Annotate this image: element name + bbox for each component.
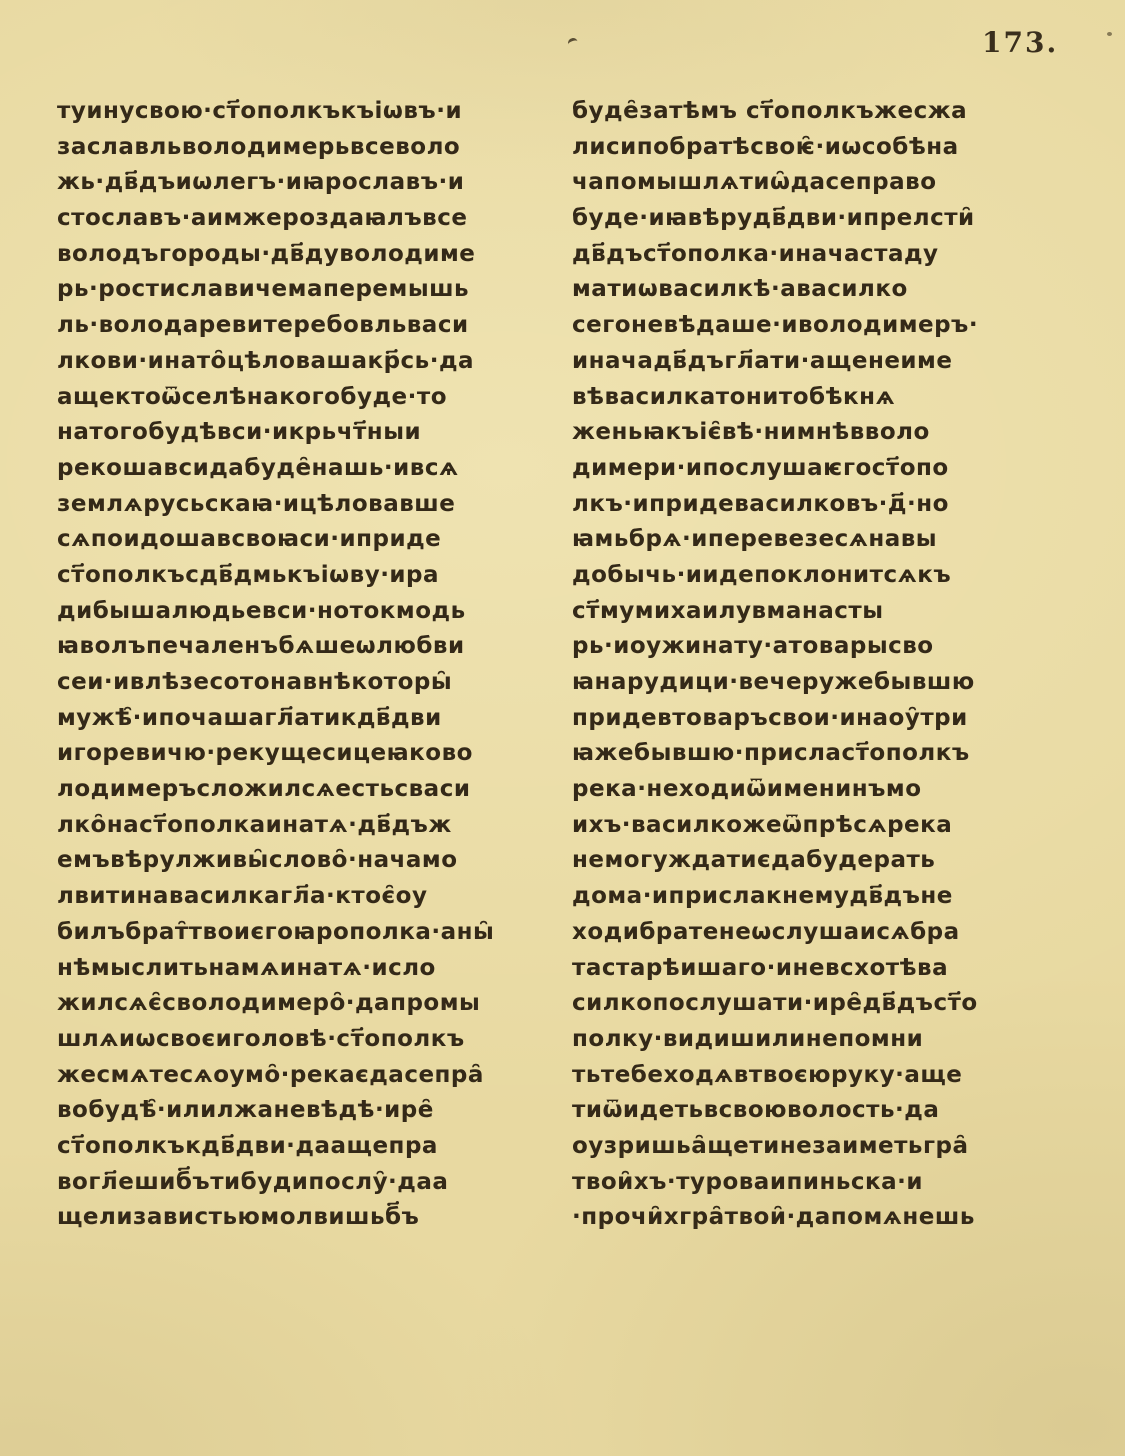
- manuscript-line: сеи·ивлѣзесотонавнѣкоторы̑: [57, 669, 453, 695]
- manuscript-line: тьтебеходѧвтвоєюруку·аще: [572, 1061, 963, 1088]
- manuscript-line: сегоневѣдаше·иволодимеръ·: [572, 312, 979, 339]
- manuscript-line: река·неходиѿименинъмо: [572, 776, 922, 803]
- left-column: [57, 94, 535, 1236]
- manuscript-line: заславльволодимерьвсеволо: [57, 133, 461, 160]
- manuscript-line: дома·иприслакнемудв҃дъне: [572, 883, 953, 910]
- manuscript-line: оузришьа̑щетинезаиметьгра̑: [572, 1132, 969, 1159]
- manuscript-line: вогл҃ешиб҃ътибудипослу̑·даа: [57, 1168, 449, 1195]
- manuscript-line: ꙗнарудици·вечеружебывшю: [572, 669, 975, 695]
- ink-speck: [567, 37, 580, 50]
- manuscript-line: чапомышлѧтиѡ̑дасеправо: [572, 169, 937, 196]
- manuscript-line: билъбрат̑твоиєгоꙗрополка·аны̑: [57, 918, 495, 945]
- manuscript-line: ихъ·василкожеѿпрѣсѧрека: [572, 811, 953, 838]
- manuscript-line: щелизавистьюмолвишьб҃ъ: [57, 1204, 420, 1231]
- manuscript-line: ꙗмьбрѧ·иперевезесѧнавы: [572, 526, 938, 553]
- manuscript-line: шлѧиѡсвоєиголовѣ·ст҃ополкъ: [57, 1025, 465, 1052]
- manuscript-line: ·прочи̑хгра̑твои̑·дапомѧнешь: [572, 1204, 975, 1231]
- manuscript-line: ст҃мумихаилувманасты: [572, 597, 884, 624]
- manuscript-line: володъгороды·дв҃дуволодиме: [57, 240, 476, 267]
- right-column: [572, 94, 1050, 1236]
- manuscript-line: ꙗволъпечаленъбѧшеѡлюбви: [57, 633, 465, 660]
- manuscript-line: рекошавсидабуде̑нашь·ивсѧ: [57, 454, 459, 481]
- manuscript-line: иначадв҃дъгл҃ати·ащенеиме: [572, 347, 953, 374]
- manuscript-line: лкъ·ипридевасилковъ·д҃·но: [572, 490, 949, 517]
- manuscript-line: землѧрусьскаꙗ·ицѣловавше: [57, 490, 456, 517]
- manuscript-line: женьꙗкъіє̑вѣ·нимнѣвволо: [572, 419, 930, 446]
- manuscript-line: лко̑наст҃ополкаинатѧ·дв҃дъж: [57, 811, 452, 838]
- manuscript-line: ль·володаревитеребовльваси: [57, 312, 469, 339]
- manuscript-line: добычь·иидепоклонитсѧкъ: [572, 561, 952, 588]
- manuscript-line: жесмѧтесѧоумо̑·рекаєдасепра̑: [57, 1061, 484, 1088]
- manuscript-line: рь·ростиславичемаперемышь: [57, 276, 470, 303]
- manuscript-line: дибышалюдьевси·нотокмодь: [57, 597, 466, 624]
- manuscript-line: буде·иꙗвѣрудв҃дви·ипрелсти̑: [572, 205, 975, 232]
- page-number: 173.: [982, 26, 1059, 59]
- manuscript-line: сѧпоидошавсвоꙗси·иприде: [57, 526, 442, 553]
- manuscript-line: игоревичю·рекущесицеꙗково: [57, 740, 473, 767]
- manuscript-line: рь·иоужинату·атоварысво: [572, 633, 934, 660]
- manuscript-line: немогуждатиєдабудерать: [572, 847, 936, 874]
- manuscript-line: стославъ·аимжероздаꙗлъвсе: [57, 205, 468, 232]
- manuscript-line: тиѿидетьвсвоюволость·да: [572, 1097, 940, 1124]
- manuscript-line: твои̑хъ·туроваипиньска·и: [572, 1168, 923, 1195]
- manuscript-line: дв҃дъст҃ополка·иначастаду: [572, 240, 939, 267]
- manuscript-line: ст҃ополкъкдв҃дви·даащепра: [57, 1132, 438, 1159]
- manuscript-line: лодимеръсложилсѧестьсваси: [57, 776, 471, 803]
- manuscript-line: вобудѣ̑·илилжаневѣдѣ·ире̑: [57, 1097, 434, 1124]
- ink-speck: [1107, 32, 1112, 36]
- manuscript-line: туинусвою·ст҃ополкъкъіѡвъ·и: [57, 98, 463, 124]
- manuscript-line: лкови·инато̑цѣловашакр҃сь·да: [57, 347, 475, 374]
- manuscript-line: жь·дв҃дъиѡлегъ·иꙗрославъ·и: [57, 169, 465, 196]
- manuscript-line: ащектоѿселѣнакогобуде·то: [57, 383, 448, 410]
- manuscript-line: ходибратенеѡслушаисѧбра: [572, 918, 960, 945]
- manuscript-line: вѣвасилкатонитобѣкнѧ: [572, 383, 896, 410]
- manuscript-line: димери·ипослушаѥгост҃опо: [572, 454, 949, 481]
- manuscript-line: придевтоваръсвои·инаоу̑три: [572, 704, 968, 731]
- manuscript-line: лисипобратѣсвоѥ̑·иѡсобѣна: [572, 133, 959, 160]
- manuscript-line: мужѣ̑·ипочашагл҃атикдв҃дви: [57, 704, 442, 731]
- manuscript-line: нѣмыслитьнамѧинатѧ·исло: [57, 954, 436, 981]
- manuscript-line: силкопослушати·ире̑дв҃дъст҃о: [572, 990, 978, 1017]
- manuscript-line: ст҃ополкъсдв҃дмькъіѡву·ира: [57, 561, 440, 588]
- manuscript-line: лвитинавасилкагл҃а·ктоє̑оу: [57, 883, 428, 910]
- manuscript-line: натогобудѣвси·икрьчт҃ныи: [57, 419, 422, 446]
- manuscript-line: полку·видишилинепомни: [572, 1025, 924, 1052]
- manuscript-line: буде̑затѣмъ ст҃ополкъжесжа: [572, 98, 968, 124]
- manuscript-line: матиѡвасилкѣ·авасилко: [572, 276, 908, 303]
- manuscript-line: емъвѣрулживы̑слово̑·начамо: [57, 847, 458, 874]
- manuscript-line: ꙗжебывшю·присласт҃ополкъ: [572, 740, 970, 767]
- manuscript-line: жилсѧє̑сволодимеро̑·дапромы: [57, 990, 481, 1017]
- manuscript-line: тастарѣишаго·иневсхотѣва: [572, 954, 949, 981]
